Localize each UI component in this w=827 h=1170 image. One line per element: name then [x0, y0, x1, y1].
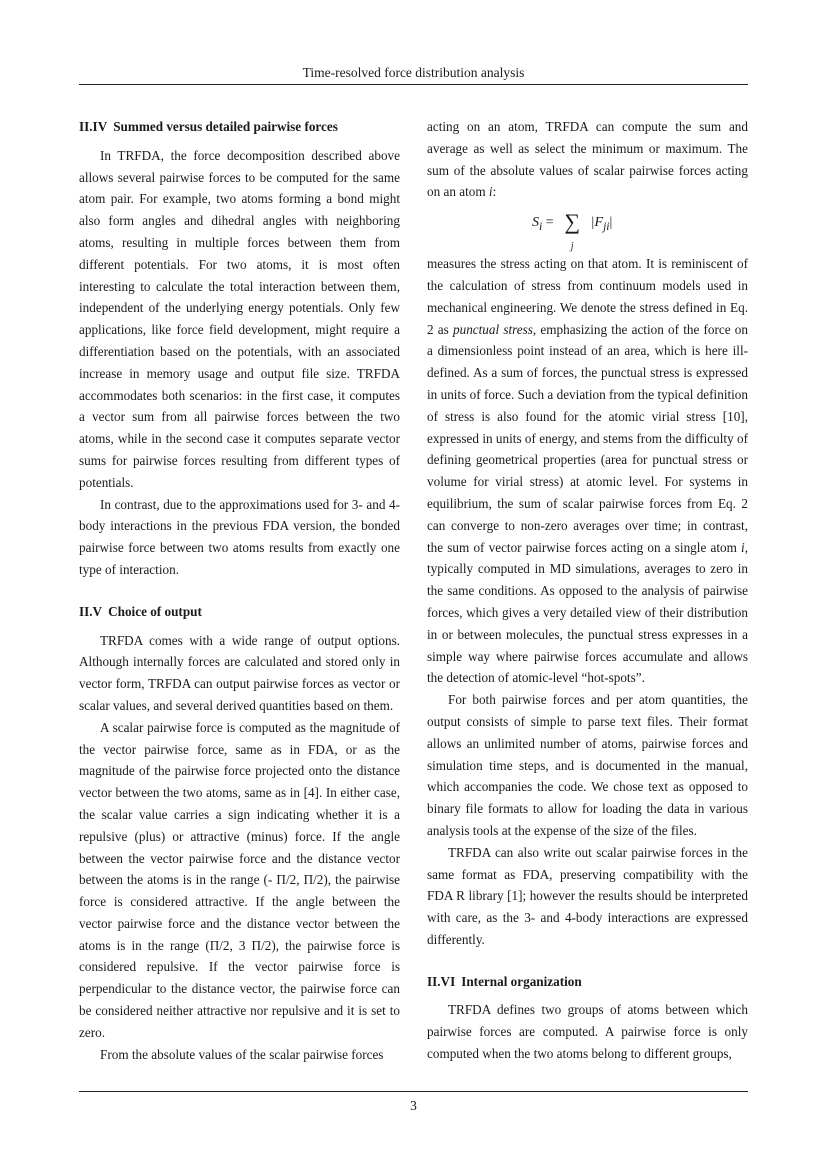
section-heading-internal-organization	[427, 971, 748, 993]
section-title: Choice of output	[108, 603, 202, 619]
paragraph: TRFDA can also write out scalar pairwise forces in the same format as FDA, preserving compatibility with the FDA R library [1]; however the results should be interpreted with care, as the 3- and 4-body interactions are expressed differently.	[427, 844, 748, 947]
page-number: 3	[410, 1098, 417, 1113]
paragraph: In TRFDA, the force decomposition described above allows several pairwise forces to be computed for the same atom pair. For example, two atoms forming a bond might also form angles and dihedral angles with neighboring atoms, resulting in multiple forces between them from different potentials. For two atoms, it is most often interesting to calculate the total interaction between them, independent of the underlying energy potentials. Only few applications, like force field development, might require a differentiation based on the potentials, with an associated increase in memory usage and output file size. TRFDA accommodates both scenarios: in the first case, it computes a vector sum from all pairwise forces between the two atoms, while in the second case it computes separate vector sums for pairwise forces resulting from different types of potentials.	[79, 147, 400, 490]
paragraph-continued: acting on an atom, TRFDA can compute the sum and average as well as select the minimum or maximum. The sum of the absolute values of scalar pairwise forces acting on an atom i:	[427, 119, 748, 200]
running-title: Time-resolved force distribution analysis	[302, 65, 525, 80]
section-number: II.IV	[79, 119, 108, 134]
section-number: II.VI	[427, 973, 456, 989]
summation-symbol: ∑	[564, 209, 580, 235]
paragraph: TRFDA defines two groups of atoms between which pairwise forces are computed. A pairwise force is only computed when the two atoms belong to different groups,	[427, 1002, 748, 1062]
paragraph: From the absolute values of the scalar pairwise forces	[100, 1046, 384, 1062]
section-title: Internal organization	[461, 973, 582, 989]
section-number: II.V	[79, 603, 103, 619]
paragraph: For both pairwise forces and per atom quantities, the output consists of simple to parse text files. Their format allows an unlimited number of atoms, pairwise forces and simulation time steps, and is documented in the manual, which accompanies the code. We chose text as opposed to binary file formats to allow for loading the data in various analysis tools at the expense of the size of the files.	[427, 692, 748, 838]
paragraph: In contrast, due to the approximations used for 3- and 4-body interactions in the previous FDA version, the bonded pairwise force between two atoms results from exactly one type of interaction.	[79, 496, 400, 577]
footer-rule	[79, 1091, 748, 1092]
paragraph: TRFDA comes with a wide range of output options. Although internally forces are calculated and stored only in vector form, TRFDA can output pairwise forces as vector or scalar values, and several derived quantities based on them.	[79, 632, 400, 713]
header-rule	[79, 84, 748, 85]
paragraph: A scalar pairwise force is computed as the magnitude of the vector pairwise force, same as in FDA, or as the magnitude of the pairwise force projected onto the distance vector between the two atoms, same as in [4]. In either case, the scalar value carries a sign indicating whether it is a repulsive (plus) or attractive (minus) force. If the angle between the vector pairwise force and the distance vector between the atoms is in the range (- Π/2, Π/2), the pairwise force is considered attractive. If the angle between the vector pairwise force and the distance vector between the atoms is in the range (Π/2, 3 Π/2), the pairwise force is considered repulsive. If the vector pairwise force is perpendicular to the distance vector, the pairwise force can be considered neither attractive nor repulsive and it is set to zero.	[79, 719, 400, 1040]
left-column	[79, 116, 400, 1065]
section-title: Summed versus detailed pairwise forces	[113, 119, 338, 134]
paragraph: measures the stress acting on that atom. It is reminiscent of the calculation of stress from continuum models used in mechanical engineering. We denote the stress defined in Eq. 2 as punctual stress, emphasizing the action of the force on a dimensionless point instead of an area, which is here ill-defined. As a sum of forces, the punctual stress is expressed in units of force. Such a deviation from the typical definition of stress is also found for the atomic virial stress [10], expressed in units of energy, and stems from the difficulty of defining geometrical properties (area for punctual stress or volume for virial stress) at atomic level. For systems in equilibrium, the sum of scalar pairwise forces from Eq. 2 can converge to non-zero averages over time; in contrast, the sum of vector pairwise forces acting on a single atom i, typically computed in MD simulations, averages to zero in the same conditions. As opposed to the analysis of pairwise forces, which gives a very detailed view of their distribution in or between molecules, the punctual stress expresses in a simple way where pairwise forces accumulate and allows the detection of atomic-level “hot-spots”.	[427, 256, 748, 686]
right-column	[427, 116, 748, 1065]
section-heading-choice-of-output	[79, 601, 400, 623]
section-heading-summed-vs-detailed	[79, 116, 400, 138]
equation-punctual-stress: $S_i$ = ∑ j $|F_{ji}|$	[532, 209, 613, 253]
